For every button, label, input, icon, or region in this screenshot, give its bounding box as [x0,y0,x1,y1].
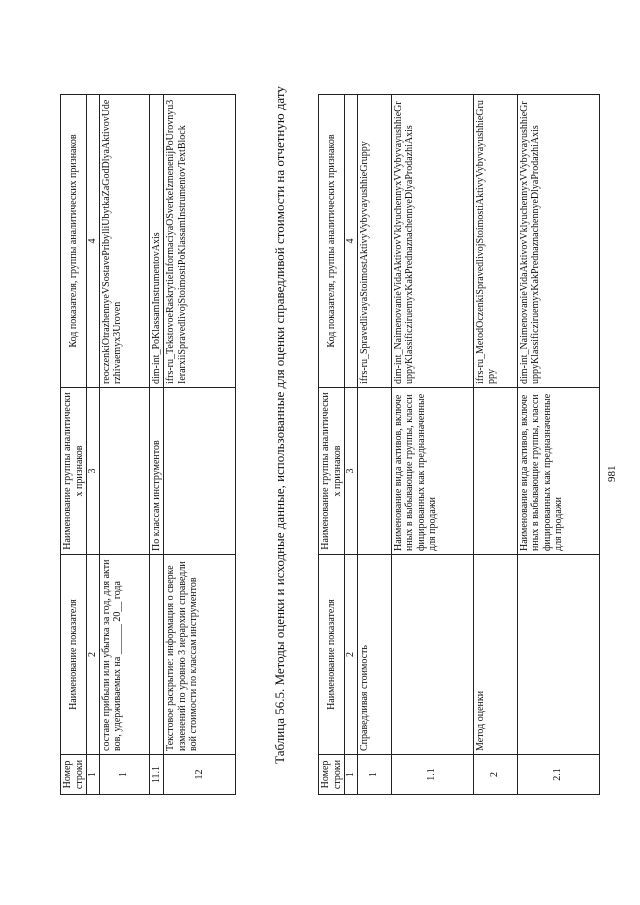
header-row [319,95,345,795]
indicator-name: Метод оценки [473,555,517,755]
table-caption: Таблица 56.5. Методы оценки и исходные данные, использованные для оценки справедливой стоимости на отчетную дату [272,86,287,764]
column-index: 1 [345,755,358,795]
column-index-row [345,95,358,795]
row-number: 2 [473,755,517,795]
row-number: 1 [357,755,391,795]
column-index: 4 [87,95,100,388]
indicator-code: dim-int_NaimenovanieVidaAktivovVklyuchennyxVVybyvayushhieGruppyKlassificziruemyxKakPrednaznachennyeDlyaProdazhiAxis [391,95,473,388]
column-index: 3 [345,388,358,555]
table-row [149,95,164,795]
table-row [357,95,391,795]
header-cell: Наименование показателя [319,555,345,755]
indicator-code: ifrs-ru_SpravedlivayaStoimostAktivyVybyvayushhieGruppy [357,95,391,388]
group-name [473,388,517,555]
table-56-5 [318,94,600,795]
row-number: 1.1 [391,755,473,795]
header-row [61,95,87,795]
group-name [357,388,391,555]
group-name: По классам инструментов [149,388,164,555]
row-number: 11.1 [149,755,164,795]
indicator-code: dim-int_NaimenovanieVidaAktivovVklyuchennyxVVybyvayushhieGruppyKlassificziruemyxKakPrednaznachennyeDlyaProdazhiAxis [517,95,599,388]
header-cell: Номер строки [319,755,345,795]
table-row [473,95,517,795]
indicator-code: dim-int_PoKlassamInstrumentovAxis [149,95,164,388]
column-index-row [87,95,100,795]
header-cell: Наименование группы аналитических признаков [61,388,87,555]
indicator-code: ifrs-ru_MetodOczenkiSpravedlivojStoimostiAktivyVybyvayushhieGruppy [473,95,517,388]
group-name [99,388,149,555]
indicator-name [391,555,473,755]
table-row [391,95,473,795]
column-index: 3 [87,388,100,555]
column-index: 2 [87,555,100,755]
indicator-name: Справедливая стоимость [357,555,391,755]
header-cell: Код показателя, группы аналитических признаков [319,95,345,388]
indicator-code: ifrs-ru_TekstovoeRaskrytieInformaciyaOSverkeIzmenenijPoUrovnyu3IerarxiiSpravedlivojStoimostiPoKlassamInstrumentovTextBlock [164,95,236,388]
group-name: Наименование вида активов, включенных в выбывающие группы, классифицированных как предназначенные для продажи [517,388,599,555]
row-number: 1 [99,755,149,795]
table-continuation [60,94,236,795]
indicator-name: составе прибыли или убытка за год, для активов, удерживаемых на ______ 20__ года [99,555,149,755]
indicator-name: Текстовое раскрытие: информация о сверке изменений по уровню 3 иерархии справедливой стоимости по классам инструментов [164,555,236,755]
indicator-name [149,555,164,755]
header-cell: Наименование группы аналитических признаков [319,388,345,555]
indicator-code: reoczenkiOtrazhennyeVSostavePribylliUbytkaZaGodDlyaAktivovUderzhivaemyx3Uroven [99,95,149,388]
header-cell: Код показателя, группы аналитических признаков [61,95,87,388]
column-index: 4 [345,95,358,388]
row-number: 12 [164,755,236,795]
indicator-name [517,555,599,755]
column-index: 2 [345,555,358,755]
table-row [164,95,236,795]
row-number: 2.1 [517,755,599,795]
column-index: 1 [87,755,100,795]
header-cell: Номер строки [61,755,87,795]
page-number: 981 [606,465,618,482]
table-row [517,95,599,795]
header-cell: Наименование показателя [61,555,87,755]
group-name [164,388,236,555]
table-row [99,95,149,795]
group-name: Наименование вида активов, включенных в выбывающие группы, классифицированных как предназначенные для продажи [391,388,473,555]
